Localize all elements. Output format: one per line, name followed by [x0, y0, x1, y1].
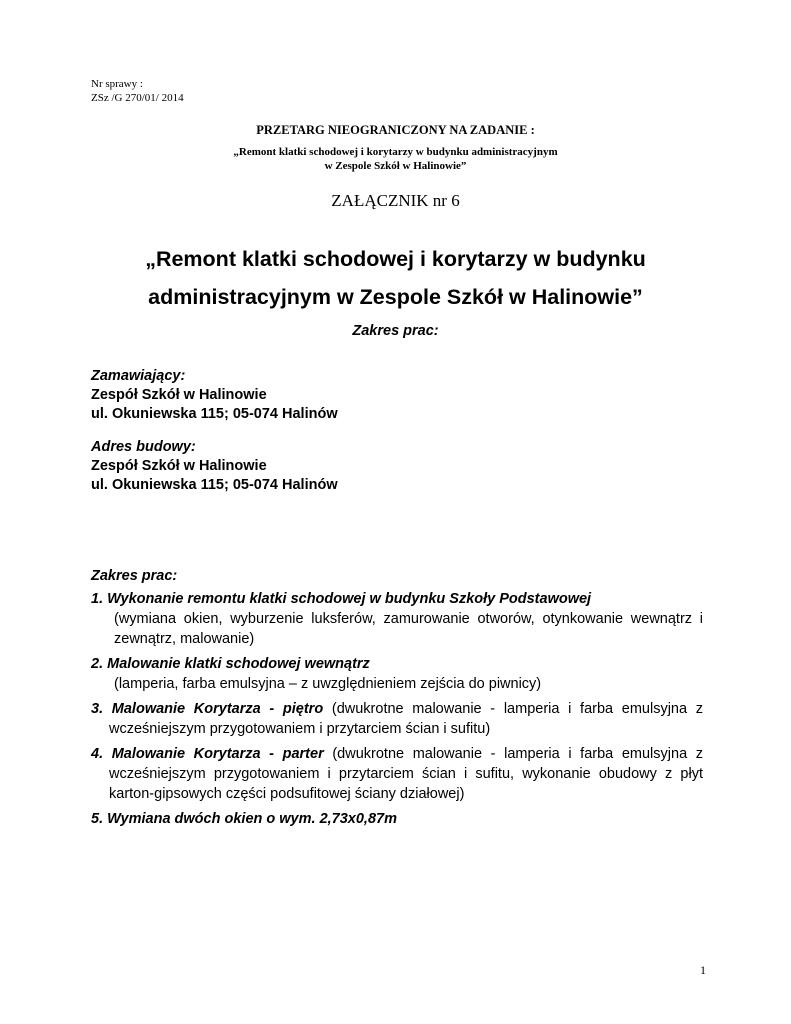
site-label: Adres budowy:	[91, 439, 196, 455]
scope-item-title: 2. Malowanie klatki schodowej wewnątrz	[91, 656, 370, 672]
scope-item-1	[91, 589, 703, 649]
scope-item-5	[91, 809, 703, 829]
scope-item-4	[91, 744, 703, 804]
scope-item-detail: (wymiana okien, wyburzenie luksferów, zamurowanie otworów, otynkowanie wewnątrz i zewnątrz, malowanie)	[114, 611, 703, 647]
site-name: Zespół Szkół w Halinowie	[91, 458, 267, 474]
scope-item-detail: (dwukrotne malowanie - lamperia i farba emulsyjna z wcześniejszym przygotowaniem i przytarciem ścian i sufitu, wykonanie obudowy z płyt karton-gipsowych części podsufitowej ściany działowej)	[109, 746, 704, 802]
tender-header	[0, 122, 791, 173]
scope-item-2	[91, 654, 703, 694]
scope-item-title: 1. Wykonanie remontu klatki schodowej w budynku Szkoły Podstawowej	[91, 591, 592, 607]
scope-list-label: Zakres prac:	[91, 568, 178, 584]
case-reference-number: ZSz /G 270/01/ 2014	[91, 92, 184, 104]
tender-subject-line-1: „Remont klatki schodowej i korytarzy w budynku administracyjnym	[233, 146, 558, 158]
investor-label: Zamawiający:	[91, 368, 186, 384]
scope-heading: Zakres prac:	[352, 323, 439, 339]
investor-name: Zespół Szkół w Halinowie	[91, 387, 267, 403]
scope-item-detail: (lamperia, farba emulsyjna – z uwzględnieniem zejścia do piwnicy)	[114, 676, 542, 692]
scope-list	[91, 566, 703, 834]
page-number: 1	[700, 963, 706, 977]
tender-subject-line-2: w Zespole Szkół w Halinowie”	[324, 160, 467, 172]
investor-address: ul. Okuniewska 115; 05-074 Halinów	[91, 406, 338, 422]
scope-item-title: 3. Malowanie Korytarza - piętro	[91, 701, 324, 717]
document-title-line-1: „Remont klatki schodowej i korytarzy w budynku	[145, 247, 646, 271]
attachment-number: ZAŁĄCZNIK nr 6	[331, 191, 460, 210]
scope-item-title: 5. Wymiana dwóch okien o wym. 2,73x0,87m	[91, 811, 397, 827]
scope-item-title: 4. Malowanie Korytarza - parter	[91, 746, 324, 762]
tender-title: PRZETARG NIEOGRANICZONY NA ZADANIE :	[256, 123, 535, 137]
scope-item-detail: (dwukrotne malowanie - lamperia i farba emulsyjna z wcześniejszym przygotowaniem i przytarciem ścian i sufitu)	[109, 701, 703, 737]
case-reference	[91, 77, 184, 105]
document-title-line-2: administracyjnym w Zespole Szkół w Halinowie”	[148, 285, 643, 309]
case-reference-label: Nr sprawy :	[91, 78, 143, 90]
site-address-block	[91, 438, 338, 495]
scope-item-3	[91, 699, 703, 739]
investor-block	[91, 367, 338, 424]
document-title	[80, 240, 711, 316]
site-address: ul. Okuniewska 115; 05-074 Halinów	[91, 477, 338, 493]
tender-subject	[0, 145, 791, 173]
